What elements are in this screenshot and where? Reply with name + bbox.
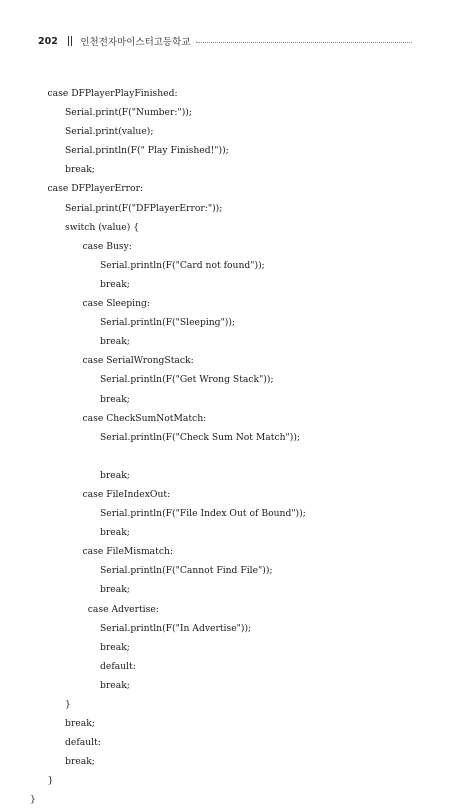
header-dotted-rule xyxy=(196,42,412,43)
code-line: break; xyxy=(100,641,130,653)
code-line: break; xyxy=(100,584,130,596)
code-line: case FileIndexOut: xyxy=(82,488,171,500)
code-line: Serial.print(value); xyxy=(65,126,154,138)
code-line: Serial.println(F("Card not found")); xyxy=(100,259,265,271)
code-line: Serial.println(F(" Play Finished!")); xyxy=(65,145,229,157)
code-line: case DFPlayerPlayFinished: xyxy=(47,88,178,99)
code-line: case FileMismatch: xyxy=(82,546,173,558)
code-line: case DFPlayerError: xyxy=(47,183,144,195)
running-header-title: 인천전자마이스터고등학교 xyxy=(80,37,191,48)
code-line: } xyxy=(65,699,71,710)
code-line: default: xyxy=(100,660,136,672)
code-line: case SerialWrongStack: xyxy=(82,355,194,367)
code-line: switch (value) { xyxy=(65,221,140,233)
code-line: case Busy: xyxy=(82,240,132,252)
code-line: break; xyxy=(65,164,95,176)
code-line: break; xyxy=(65,718,95,730)
code-line: break; xyxy=(100,679,130,691)
code-line: Serial.print(F("Number:")); xyxy=(65,107,192,119)
code-line xyxy=(0,447,452,466)
code-line: default: xyxy=(65,737,101,749)
code-line: Serial.print(F("DFPlayerError:")); xyxy=(65,202,223,214)
code-line: case Sleeping: xyxy=(82,298,151,310)
header-separator xyxy=(68,36,70,46)
code-line: Serial.println(F("File Index Out of Bound")); xyxy=(100,508,306,520)
header-separator xyxy=(71,36,73,46)
code-line: Serial.println(F("Get Wrong Stack")); xyxy=(100,374,274,386)
code-line: break; xyxy=(100,278,130,290)
code-line: } xyxy=(30,794,36,806)
code-line: break; xyxy=(65,756,95,768)
code-line: break; xyxy=(100,527,130,539)
code-line: break; xyxy=(100,393,130,405)
code-line: Serial.println(F("In Advertise")); xyxy=(100,622,252,634)
code-line: Serial.println(F("Check Sum Not Match")); xyxy=(100,431,301,443)
code-line: Serial.println(F("Sleeping")); xyxy=(100,317,236,329)
page-header xyxy=(38,34,412,48)
code-line: case CheckSumNotMatch: xyxy=(82,412,207,424)
code-line: case Advertise: xyxy=(87,603,159,615)
code-line: break; xyxy=(100,469,130,481)
code-line: Serial.println(F("Cannot Find File")); xyxy=(100,565,273,577)
code-line: break; xyxy=(100,336,130,348)
code-line: } xyxy=(47,775,54,787)
code-listing xyxy=(0,84,452,810)
page-number: 202 xyxy=(38,35,58,47)
